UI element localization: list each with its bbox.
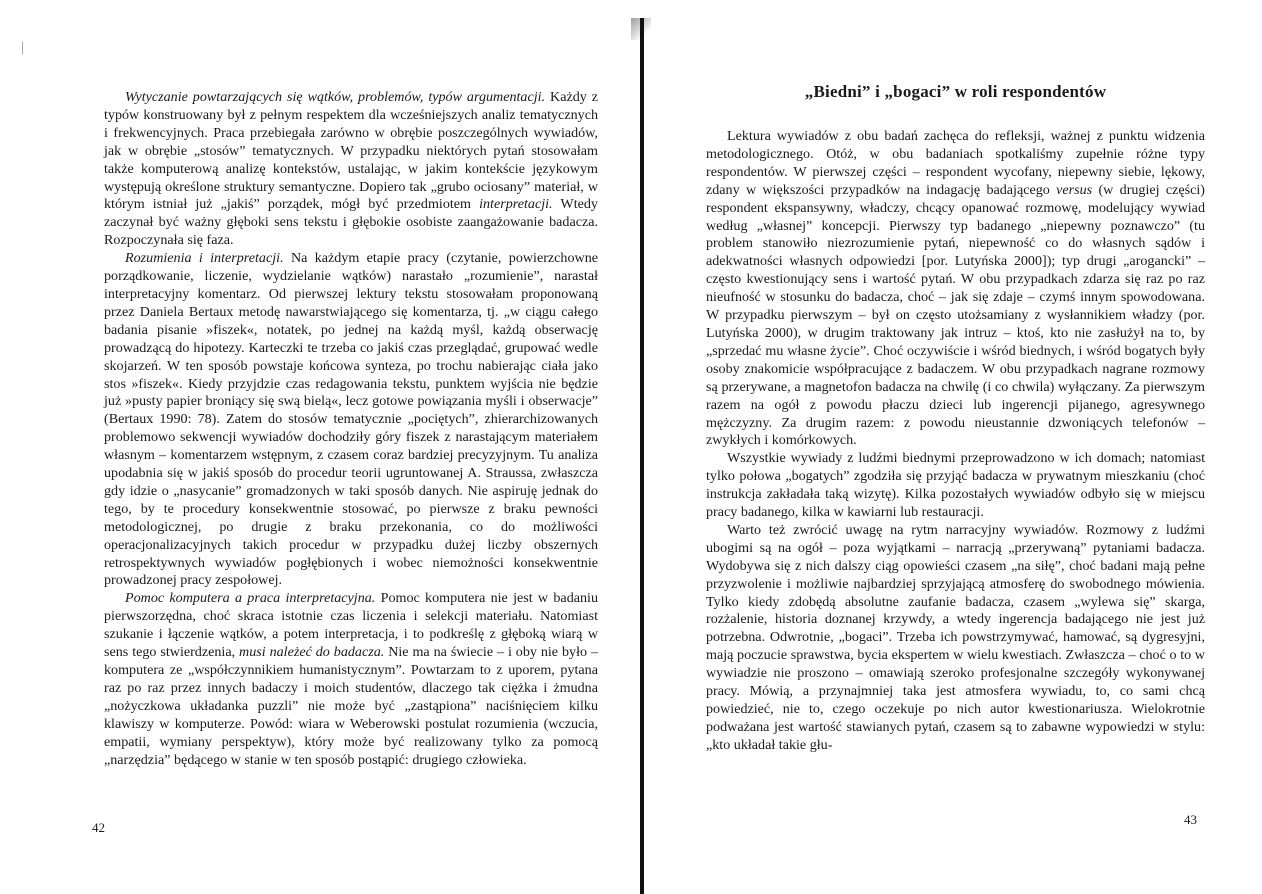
- left-page-text: [104, 89, 598, 769]
- paragraph-heading: Pomoc komputera a praca interpretacyjna.: [125, 590, 376, 607]
- paragraph-body-tail: (w drugiej części) respondent ekspansywny, władczy, chcący opanować rozmowę, modelujący wywiad według „własnej” koncepcji. Pierwszy typ badanego „niepewny poznawczo” (tu problem stanowiło niezrozumienie pytań, niepewność co do własnych sądów i adekwatności własnych odpowiedzi [por. Lutyńska 2000]); typ drugi „arogancki” – często kwestionujący sens i wartość pytań. W obu przypadkach zdarza się raz po raz nieufność w stosunku do badacza, choć – jak się zdaje – czymś innym spowodowana. W przypadku pierwszym – był on często utożsamiany z wysłannikiem władzy (por. Lutyńska 2000), w drugim traktowany jak intruz – ktoś, kto nie zasłużył na to, by „sprzedać mu własne życie”. Choć oczywiście i wśród biednych, i wśród bogatych były osoby znakomicie współpracujące z badaczem. W obu przypadkach nagrane rozmowy są przerywane, a magnetofon badacza na chwilę (i co chwila) wyłączany. Za pierwszym razem na ogół z powodu płaczu dzieci lub ingerencji pijanego, agresywnego mężczyzny. Za drugim razem: z powodu nieustannie dzwoniących telefonów – zwykłych i komórkowych.: [706, 181, 1205, 449]
- paragraph: [104, 590, 598, 769]
- chapter-title: „Biedni” i „bogaci” w roli respondentów: [804, 82, 1107, 101]
- paragraph-body: Lektura wywiadów z obu badań zachęca do refleksji, ważnej z punktu widzenia metodologicznego. Otóż, w obu badaniach spotkaliśmy zupełnie różne typy respondentów. W pierwszej części – respondent wycofany, niepewny siebie, lękowy, zdany w większości przypadków na indagację badającego: [706, 128, 1205, 198]
- paragraph-body: Pomoc komputera nie jest w badaniu pierwszorzędna, choć skraca istotnie czas liczenia i selekcji materiału. Natomiast szukanie i łączenie wątków, a potem interpretacja, i to podkreślę z głęboką wiarą w sens tego stwierdzenia,: [104, 590, 599, 661]
- paragraph: [706, 522, 1205, 755]
- paragraph-heading: Rozumienia i interpretacji.: [125, 250, 284, 267]
- paragraph: [706, 128, 1205, 450]
- paragraph-body: Wszystkie wywiady z ludźmi biednymi przeprowadzono w ich domach; natomiast tylko połowa „bogatych” zgodziła się przyjąć badacza w prywatnym mieszkaniu (choć instrukcja zakładała taką wizytę). Kilka pozostałych wywiadów odbyło się w miejscu pracy badanego, kilka w kawiarni lub restauracji.: [706, 450, 1205, 521]
- paragraph: [706, 450, 1205, 522]
- paragraph-body: Każdy z typów konstruowany był z pełnym respektem dla wcześniejszych analiz tematycznych i frekwencyjnych. Praca przebiegała zarówno w obrębie poszczególnych wywiadów, jak w obrębie „stosów” tematycznych. W przypadku niektórych pytań stosowałam także komputerową analizę kontekstów, ustalając, w jakim kontekście językowym występują określone struktury semantyczne. Dopiero tak „grubo ociosany” materiał, w którym istniał już „jakiś” porządek, mógł być przedmiotem: [104, 89, 598, 213]
- right-page-text: [706, 128, 1205, 755]
- paragraph-heading: Wytyczanie powtarzających się wątków, problemów, typów argumentacji.: [125, 89, 546, 105]
- paragraph: [104, 89, 598, 250]
- emphasis: musi należeć do badacza.: [239, 644, 385, 661]
- paragraph-body: Na każdym etapie pracy (czytanie, powierzchowne porządkowanie, liczenie, wydzielanie wątków) narastało „rozumienie”, narastał interpretacyjny komentarz. Od pierwszej lektury tekstu stosowałam proponowaną przez Daniela Bertaux metodę nawarstwiającego się komentarza, tj. „w ciągu całego badania pisanie »fiszek«, notatek, po jednej na każdą myśl, każdą obserwację prowadzącą do hipotezy. Karteczki te trzeba co jakiś czas przeglądać, grupować wedle skojarzeń. W ten sposób powstaje końcowa synteza, po trochu nabierając ciała jako stos »fiszek«. Kiedy przyjdzie czas redagowania tekstu, punktem wyjścia nie będzie już »pusty papier broniący się swą bielą«, lecz gotowe powiązania myśli i obserwacje” (Bertaux 1990: 78). Zatem do stosów tematycznie „pociętych”, zhierarchizowanych problemowo sekwencji wywiadów dochodziły góry fiszek z narastającym materiałem własnym – komentarzem wstępnym, z czasem coraz bardziej precyzyjnym. Tu analiza upodabnia się w jakiś sposób do procedur teorii ugruntowanej A. Straussa, zwłaszcza gdy idzie o „nasycanie” gromadzonych w taki sposób danych. Nie aspiruję jednak do tego, by te procedury konsekwentnie stosować, po pierwsze z braku pewności metodologicznej, po drugie z braku przekonania, co do możliwości operacjonalizacyjnych takich procedur w przypadku dużej liczby obszernych retrospektywnych wywiadów pogłębionych i wobec niemożności konsekwentnie prowadzonej pracy zespołowej.: [104, 250, 598, 589]
- paragraph-body: Warto też zwrócić uwagę na rytm narracyjny wywiadów. Rozmowy z ludźmi ubogimi są na ogół – poza wyjątkami – narracją „przerywaną” pytaniami badacza. Wydobywa się z nich dalszy ciąg opowieści czasem „na siłę”, choć badani mają pełne przyzwolenie i możliwie najbardziej sprzyjającą atmosferę do swobodnego mówienia. Tylko kiedy zdobędą absolutne zaufanie badacza, czasem „wylewa się” skarga, rozżalenie, historia doznanej krzywdy, a wtedy ingerencja badającego nie jest już potrzebna. Odwrotnie, „bogaci”. Trzeba ich powstrzymywać, hamować, są dygresyjni, mają poczucie sprawstwa, bycia ekspertem w wielu kwestiach. Zwłaszcza – choć o to w wywiadzie nie proszono – omawiają szeroko profesjonalne szczegóły wykonywanej pracy. Mówią, a przynajmniej taka jest atmosfera wywiadu, to, co sami chcą powiedzieć, nie to, czego oczekuje po nich autor kwestionariusza. Wielokrotnie podważana jest wartość stawianych pytań, czasem są to zabawne wypowiedzi w stylu: „kto układał takie głu-: [706, 521, 1205, 753]
- book-gutter: [631, 18, 651, 894]
- paragraph-body-tail: Nie ma na świecie – i oby nie było – komputera ze „współczynnikiem humanistycznym”. Powtarzam to z uporem, pytana raz po raz przez innych badaczy i moich studentów, dlaczego tak ciężka i żmudna „nożyczkowa układanka puzzli” nie może być „zastąpiona” naciśnięciem kilku klawiszy w komputerze. Powód: wiara w Weberowski postulat rozumienia (wczucia, empatii, wymiany perspektyw), który może być realizowany tylko za pomocą „narzędzia” będącego w stanie w ten sposób postąpić: drugiego człowieka.: [104, 644, 599, 768]
- page-number-right: 43: [1184, 812, 1197, 827]
- paragraph: [104, 250, 598, 590]
- emphasis: interpretacji.: [479, 196, 553, 213]
- emphasis: versus: [1056, 181, 1093, 198]
- paragraph-body-tail: Wtedy zaczynał być ważny głęboki sens tekstu i głębokie osobiste zaangażowanie badacza. Rozpoczynała się faza.: [104, 196, 598, 249]
- gutter-shadow: [640, 18, 644, 894]
- page-number-left: 42: [92, 820, 105, 835]
